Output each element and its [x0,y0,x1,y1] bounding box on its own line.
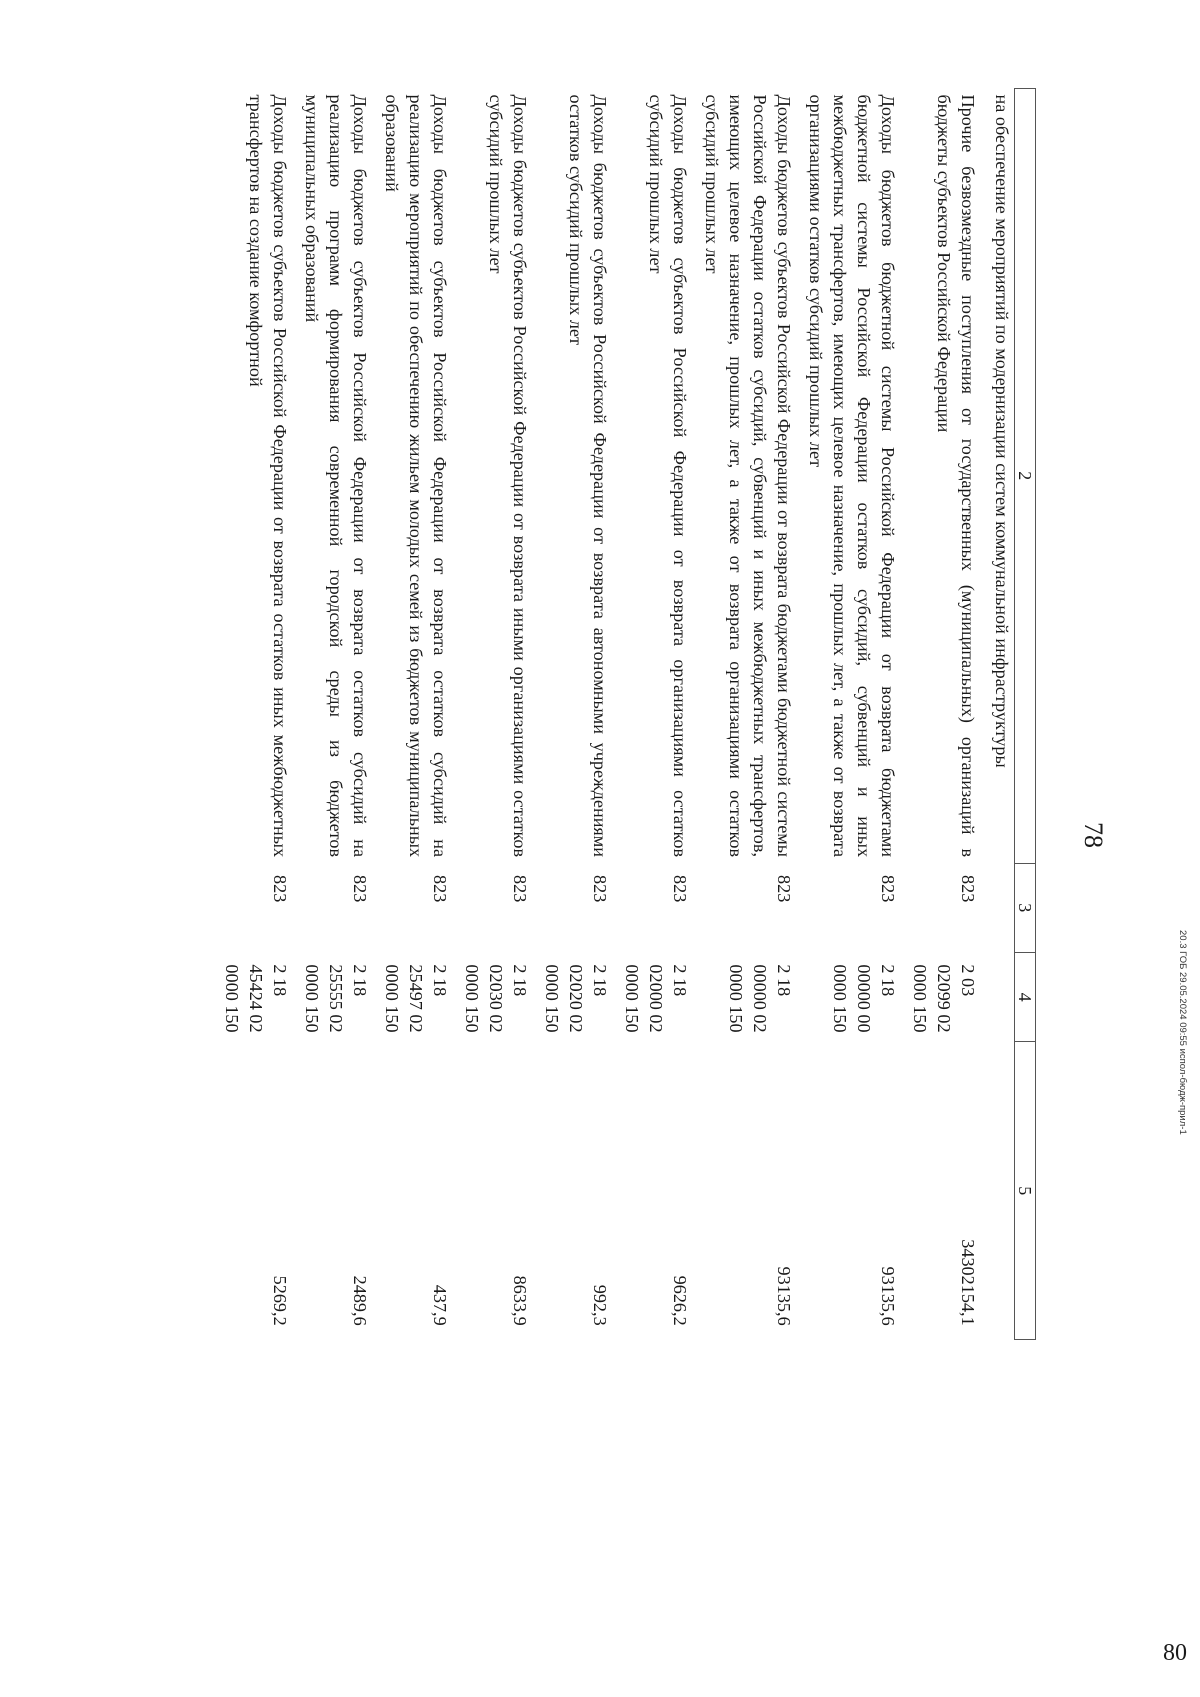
row-admin-code: 823 [430,875,450,903]
table-row [292,89,372,1579]
table-row [532,89,612,1579]
row-amount: 437,9 [430,1284,450,1326]
row-amount: 8633,9 [510,1275,530,1326]
row-amount: 2489,6 [350,1275,370,1326]
row-amount: 992,3 [590,1284,610,1326]
row-description: Прочие безвозмездные поступления от государственных (муниципальных) организаций в бюджеты субъектов Российской Федерации [934,94,978,858]
table-row [796,89,900,1579]
revenue-table [212,88,1036,1578]
row-admin-code: 823 [590,875,610,903]
row-description: Доходы бюджетов субъектов Российской Федерации от возврата остатков иных межбюджетных трансфертов на создание комфортной [246,94,290,858]
sheet-number: 80 [1163,1640,1187,1666]
table-row [900,89,980,1579]
table-row [980,89,1015,1579]
row-description: Доходы бюджетов субъектов Российской Федерации от возврата бюджетами бюджетной системы Российской Федерации остатков субсидий, субвенций и иных межбюджетных трансфертов, имеющих целевое назначение, прошлых лет, а также от возврата организациями остатков субсидий прошлых лет [702,94,794,858]
row-budget-code: 2 18 25497 02 0000 150 [382,964,450,1033]
footer-stamp: 20.3 ГОБ 29.05.2024 09:55 испол-бюдж-прил-1 [1177,930,1188,1135]
row-description: Доходы бюджетов субъектов Российской Федерации от возврата иными организациями остатков субсидий прошлых лет [486,94,530,858]
table-row [692,89,796,1579]
table-row [372,89,452,1579]
row-admin-code: 823 [270,875,290,903]
table-row [612,89,692,1579]
table-row [212,89,292,1579]
row-budget-code: 2 18 25555 02 0000 150 [302,964,370,1033]
row-description: Доходы бюджетов субъектов Российской Федерации от возврата остатков субсидий на реализацию программ формирования современной городской среды из бюджетов муниципальных образований [302,94,370,858]
row-description: Доходы бюджетов субъектов Российской Федерации от возврата организациями остатков субсидий прошлых лет [646,94,690,858]
row-amount: 34302154,1 [958,1239,978,1326]
row-budget-code: 2 03 02099 02 0000 150 [910,964,978,1033]
row-amount: 5269,2 [270,1275,290,1326]
row-amount: 93135,6 [878,1266,898,1326]
row-budget-code: 2 18 45424 02 0000 150 [222,964,290,1033]
row-admin-code: 823 [670,875,690,903]
row-admin-code: 823 [958,875,978,903]
column-header-4: 4 [1015,952,1036,1041]
row-budget-code: 2 18 00000 02 0000 150 [726,964,794,1033]
row-admin-code: 823 [510,875,530,903]
page-number: 78 [1079,822,1108,848]
row-amount: 93135,6 [774,1266,794,1326]
row-description: Доходы бюджетов субъектов Российской Федерации от возврата автономными учреждениями остатков субсидий прошлых лет [566,94,610,858]
row-admin-code [980,863,1015,952]
table-row [452,89,532,1579]
row-budget-code: 2 18 02000 02 0000 150 [622,964,690,1033]
column-header-2: 2 [1015,89,1036,864]
row-admin-code: 823 [878,875,898,903]
row-budget-code: 2 18 02030 02 0000 150 [462,964,530,1033]
row-description: на обеспечение мероприятий по модернизации систем коммунальной инфраструктуры [992,94,1012,768]
rotated-page [160,70,1120,1600]
column-header-5: 5 [1015,1042,1036,1340]
column-header-3: 3 [1015,863,1036,952]
row-amount [980,1042,1015,1340]
row-description: Доходы бюджетов субъектов Российской Федерации от возврата остатков субсидий на реализацию мероприятий по обеспечению жильем молодых семей из бюджетов муниципальных образований [382,94,450,858]
row-budget-code: 2 18 00000 00 0000 150 [830,964,898,1033]
table-header-row [1015,89,1036,1579]
row-description: Доходы бюджетов бюджетной системы Российской Федерации от возврата бюджетами бюджетной системы Российской Федерации остатков субсидий, субвенций и иных межбюджетных трансфертов, имеющих целевое назначение, прошлых лет, а также от возврата организациями остатков субсидий прошлых лет [806,94,898,858]
row-budget-code: 2 18 02020 02 0000 150 [542,964,610,1033]
row-admin-code: 823 [774,875,794,903]
row-admin-code: 823 [350,875,370,903]
row-amount: 9626,2 [670,1275,690,1326]
row-budget-code [980,952,1015,1041]
